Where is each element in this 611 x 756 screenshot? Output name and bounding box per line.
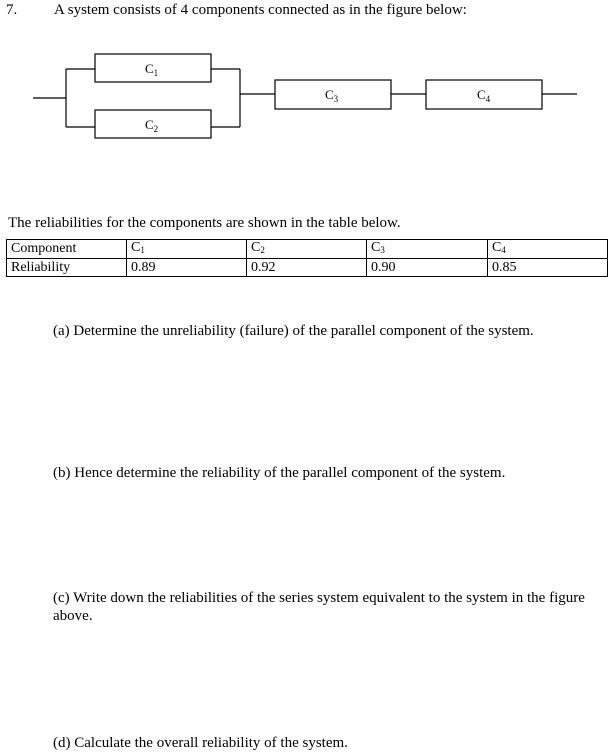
table-row (7, 259, 608, 277)
question-intro: A system consists of 4 components connected as in the figure below: (54, 2, 467, 18)
c3-label: $C_3$ (325, 87, 339, 104)
system-diagram (0, 40, 611, 150)
part-b: (b) Hence determine the reliability of the parallel component of the system. (53, 465, 506, 481)
header-c2: $C_2$ (247, 240, 367, 259)
table-header-row (7, 240, 608, 259)
reliability-table (6, 239, 608, 277)
part-a: (a) Determine the unreliability (failure) of the parallel component of the system. (53, 323, 534, 339)
header-c4: $C_4$ (488, 240, 608, 259)
header-c3: $C_3$ (367, 240, 488, 259)
value-c2: 0.92 (247, 259, 367, 277)
value-c3: 0.90 (367, 259, 488, 277)
value-c1: 0.89 (127, 259, 247, 277)
part-d: (d) Calculate the overall reliability of the system. (53, 735, 348, 751)
c2-label: $C_2$ (145, 117, 159, 134)
header-c1: $C_1$ (127, 240, 247, 259)
value-c4: 0.85 (488, 259, 608, 277)
header-label: Component (7, 240, 127, 259)
c4-label: $C_4$ (477, 87, 491, 104)
part-c: (c) Write down the reliabilities of the series system equivalent to the system in the figure above. (53, 590, 585, 624)
question-number: 7. (6, 2, 18, 18)
row-label: Reliability (7, 259, 127, 277)
c1-label: $C_1$ (145, 61, 159, 78)
table-intro: The reliabilities for the components are shown in the table below. (8, 215, 401, 231)
